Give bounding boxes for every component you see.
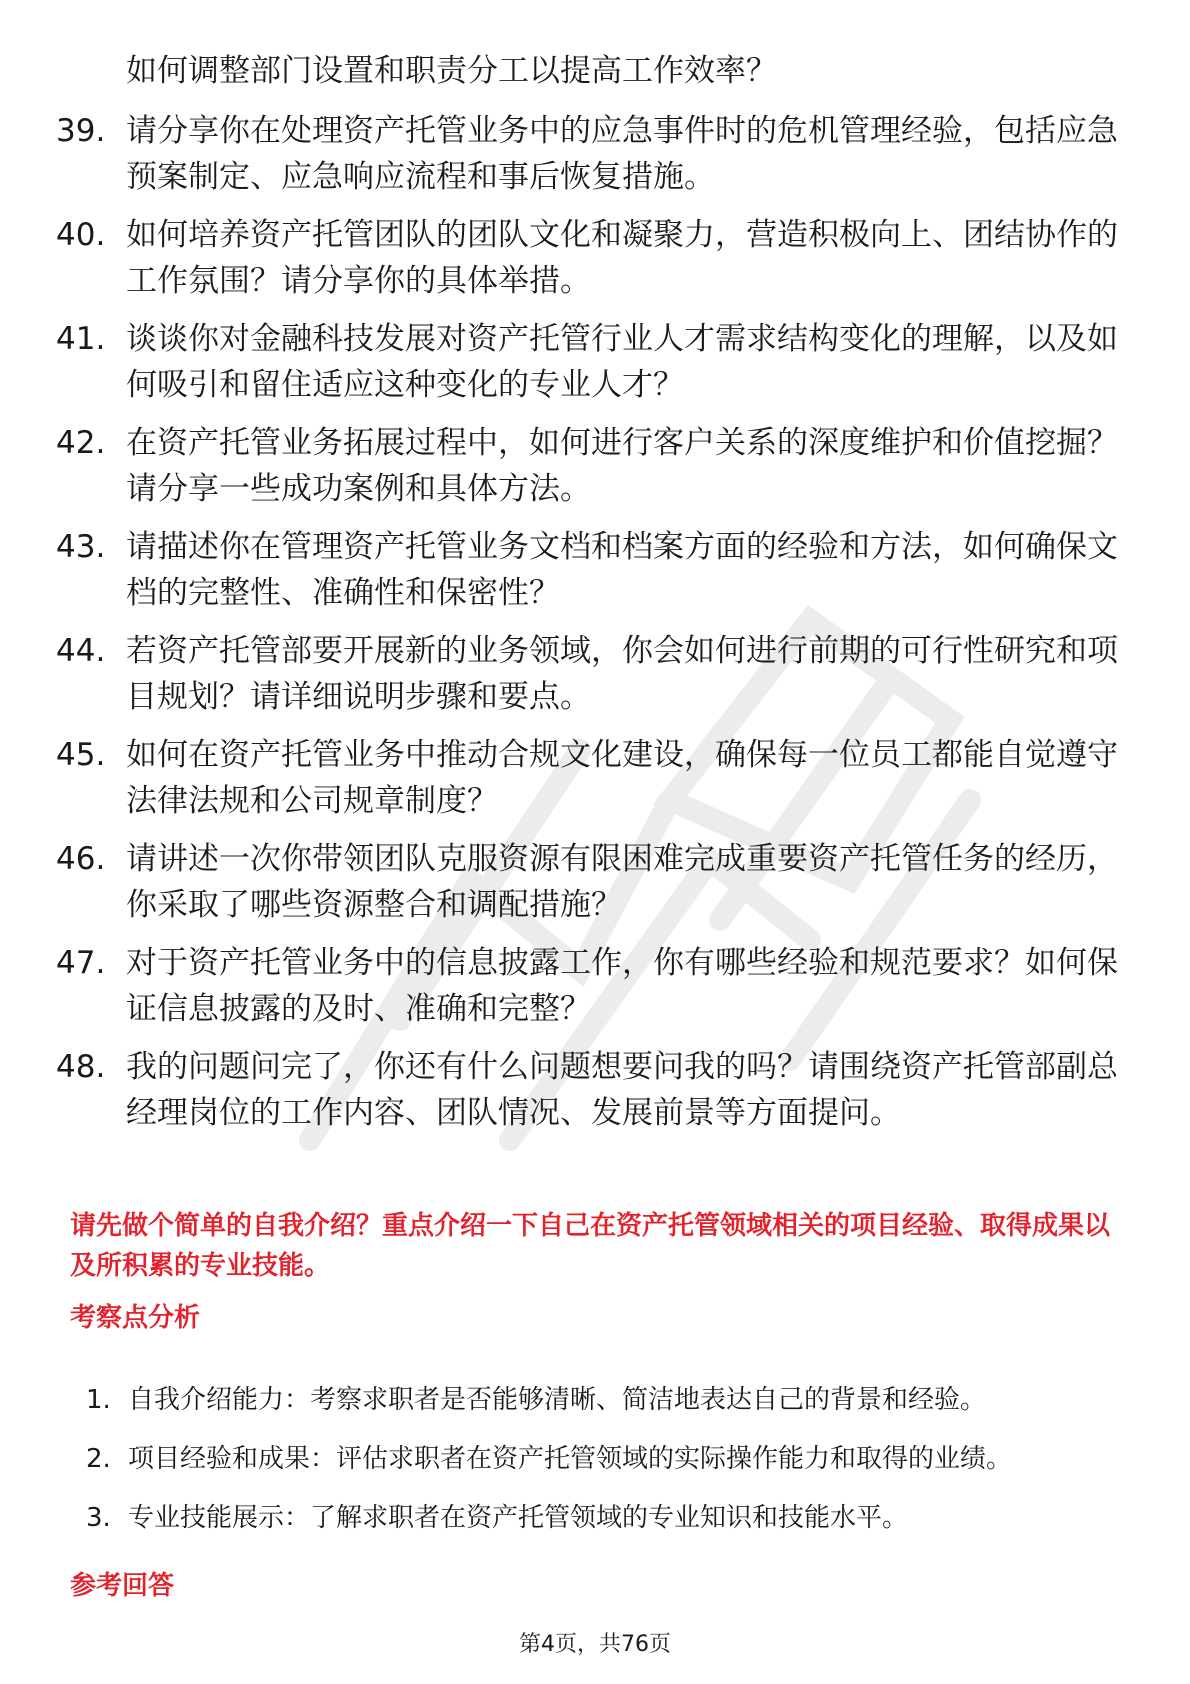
- question-number: 46.: [56, 841, 106, 877]
- question-text: 在资产托管业务拓展过程中，如何进行客户关系的深度维护和价值挖掘？请分享一些成功案例和具体方法。: [126, 425, 1118, 507]
- list-item: [56, 212, 1126, 304]
- question-text: 对于资产托管业务中的信息披露工作，你有哪些经验和规范要求？如何保证信息披露的及时、准确和完整？: [126, 945, 1118, 1027]
- question-text: 若资产托管部要开展新的业务领域，你会如何进行前期的可行性研究和项目规划？请详细说明步骤和要点。: [126, 633, 1118, 715]
- list-item: [56, 732, 1126, 824]
- question-number: 45.: [56, 737, 106, 773]
- analysis-text: 自我介绍能力：考察求职者是否能够清晰、简洁地表达自己的背景和经验。: [128, 1385, 987, 1415]
- analysis-text: 专业技能展示：了解求职者在资产托管领域的专业知识和技能水平。: [128, 1503, 909, 1533]
- question-text: 请讲述一次你带领团队克服资源有限困难完成重要资产托管任务的经历，你采取了哪些资源整合和调配措施？: [126, 841, 1118, 923]
- question-number: 40.: [56, 217, 106, 253]
- page-number-footer: 第4页，共76页: [519, 1632, 671, 1657]
- question-text: 如何在资产托管业务中推动合规文化建设，确保每一位员工都能自觉遵守法律法规和公司规章制度？: [126, 737, 1118, 819]
- question-number: 42.: [56, 425, 106, 461]
- list-item: [56, 316, 1126, 408]
- question-number: 47.: [56, 945, 106, 981]
- list-item: [56, 1044, 1126, 1136]
- analysis-heading: 考察点分析: [70, 1303, 201, 1333]
- question-text: 请分享你在处理资产托管业务中的应急事件时的危机管理经验，包括应急预案制定、应急响应流程和事后恢复措施。: [126, 113, 1118, 195]
- question-text: 我的问题问完了，你还有什么问题想要问我的吗？请围绕资产托管部副总经理岗位的工作内容、团队情况、发展前景等方面提问。: [126, 1049, 1118, 1131]
- reference-answer-heading: 参考回答: [70, 1571, 175, 1601]
- analysis-number: 1.: [86, 1385, 111, 1415]
- list-item: [86, 1380, 1146, 1420]
- list-item: [56, 524, 1126, 616]
- question-number: 41.: [56, 321, 106, 357]
- list-item: [56, 420, 1126, 512]
- question-continuation-line: 如何调整部门设置和职责分工以提高工作效率？: [126, 53, 777, 89]
- list-item: [56, 940, 1126, 1032]
- question-number: 39.: [56, 113, 106, 149]
- highlighted-question: 请先做个简单的自我介绍？重点介绍一下自己在资产托管领域相关的项目经验、取得成果以及所积累的专业技能。: [70, 1211, 1111, 1281]
- question-number: 44.: [56, 633, 106, 669]
- analysis-list: [86, 1380, 1146, 1557]
- question-list: [56, 108, 1126, 1148]
- question-number: 43.: [56, 529, 106, 565]
- list-item: [56, 108, 1126, 200]
- question-text: 请描述你在管理资产托管业务文档和档案方面的经验和方法，如何确保文档的完整性、准确性和保密性？: [126, 529, 1118, 611]
- analysis-text: 项目经验和成果：评估求职者在资产托管领域的实际操作能力和取得的业绩。: [128, 1444, 1013, 1474]
- question-text: 谈谈你对金融科技发展对资产托管行业人才需求结构变化的理解，以及如何吸引和留住适应这种变化的专业人才？: [126, 321, 1118, 403]
- list-item: [56, 836, 1126, 928]
- analysis-number: 2.: [86, 1444, 111, 1474]
- question-text: 如何培养资产托管团队的团队文化和凝聚力，营造积极向上、团结协作的工作氛围？请分享你的具体举措。: [126, 217, 1118, 299]
- analysis-number: 3.: [86, 1503, 111, 1533]
- list-item: [56, 628, 1126, 720]
- list-item: [86, 1498, 1146, 1538]
- question-number: 48.: [56, 1049, 106, 1085]
- list-item: [86, 1439, 1146, 1479]
